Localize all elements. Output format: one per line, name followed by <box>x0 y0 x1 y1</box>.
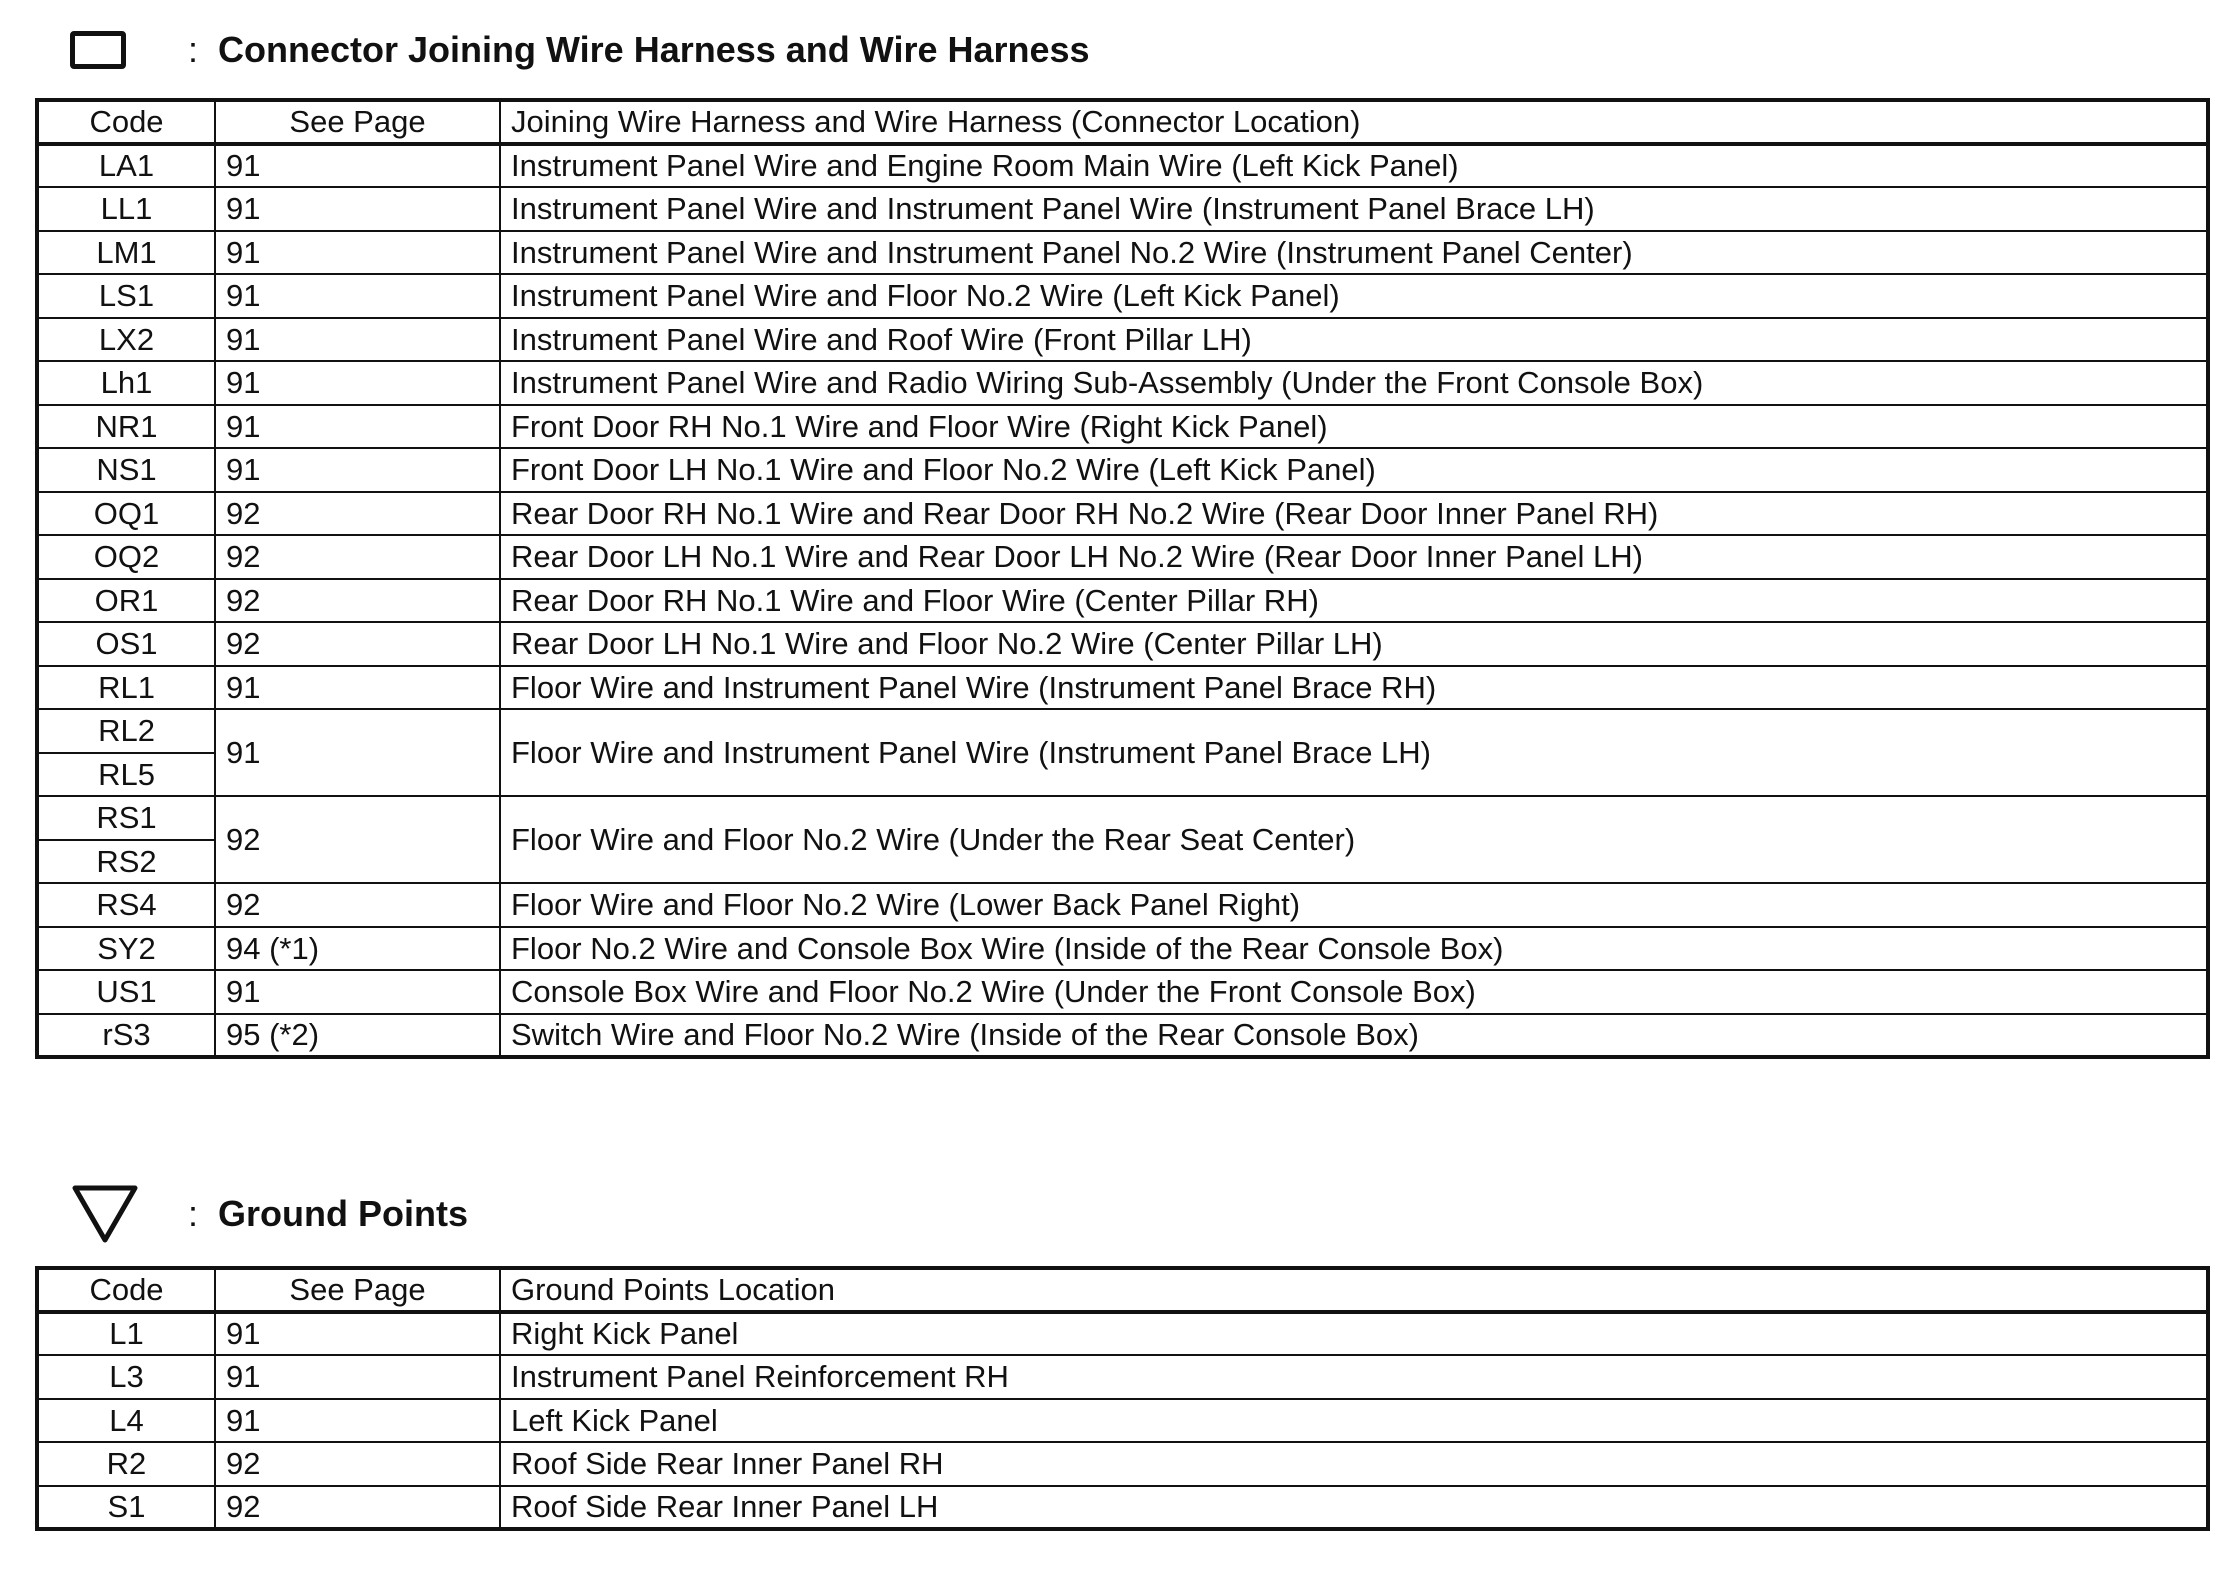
header-location: Joining Wire Harness and Wire Harness (Connector Location) <box>500 100 2208 144</box>
table-row <box>37 883 2208 927</box>
row-code: SY2 <box>37 927 215 971</box>
row-location: Rear Door RH No.1 Wire and Floor Wire (Center Pillar RH) <box>500 579 2208 623</box>
table-row <box>37 1312 2208 1356</box>
row-see-page: 92 <box>215 1442 500 1486</box>
table-row <box>37 666 2208 710</box>
row-see-page: 91 <box>215 144 500 188</box>
ground-section-heading <box>70 1184 468 1244</box>
row-location: Left Kick Panel <box>500 1399 2208 1443</box>
row-location: Right Kick Panel <box>500 1312 2208 1356</box>
row-location: Instrument Panel Wire and Roof Wire (Front Pillar LH) <box>500 318 2208 362</box>
row-location: Roof Side Rear Inner Panel LH <box>500 1486 2208 1530</box>
row-location: Rear Door LH No.1 Wire and Rear Door LH No.2 Wire (Rear Door Inner Panel LH) <box>500 535 2208 579</box>
row-code: OQ2 <box>37 535 215 579</box>
row-code: LA1 <box>37 144 215 188</box>
table-row <box>37 361 2208 405</box>
table-row <box>37 448 2208 492</box>
table-row <box>37 535 2208 579</box>
row-location: Console Box Wire and Floor No.2 Wire (Under the Front Console Box) <box>500 970 2208 1014</box>
row-see-page: 91 <box>215 709 500 796</box>
row-see-page: 95 (*2) <box>215 1014 500 1058</box>
heading-colon: : <box>188 29 199 70</box>
row-code: RS1 <box>37 796 215 840</box>
table-row <box>37 579 2208 623</box>
row-see-page: 91 <box>215 666 500 710</box>
row-see-page: 92 <box>215 1486 500 1530</box>
rectangle-icon <box>70 31 126 69</box>
row-code: L1 <box>37 1312 215 1356</box>
header-location: Ground Points Location <box>500 1268 2208 1312</box>
connector-table-body <box>37 100 2208 1057</box>
row-code: LM1 <box>37 231 215 275</box>
row-code: LX2 <box>37 318 215 362</box>
row-code: OR1 <box>37 579 215 623</box>
row-see-page: 92 <box>215 535 500 579</box>
ground-table <box>35 1266 2210 1531</box>
row-see-page: 92 <box>215 796 500 883</box>
row-see-page: 91 <box>215 1355 500 1399</box>
row-code: RS2 <box>37 840 215 884</box>
ground-section-title: Ground Points <box>218 1193 468 1234</box>
table-row <box>37 318 2208 362</box>
row-see-page: 91 <box>215 1399 500 1443</box>
table-row <box>37 492 2208 536</box>
header-see-page: See Page <box>215 1268 500 1312</box>
row-code: S1 <box>37 1486 215 1530</box>
table-row <box>37 796 2208 840</box>
row-location: Front Door LH No.1 Wire and Floor No.2 Wire (Left Kick Panel) <box>500 448 2208 492</box>
row-location: Switch Wire and Floor No.2 Wire (Inside of the Rear Console Box) <box>500 1014 2208 1058</box>
row-see-page: 91 <box>215 361 500 405</box>
row-location: Rear Door LH No.1 Wire and Floor No.2 Wire (Center Pillar LH) <box>500 622 2208 666</box>
triangle-down-icon <box>70 1183 140 1245</box>
row-location: Rear Door RH No.1 Wire and Rear Door RH No.2 Wire (Rear Door Inner Panel RH) <box>500 492 2208 536</box>
table-row <box>37 1355 2208 1399</box>
row-location: Instrument Panel Wire and Radio Wiring Sub-Assembly (Under the Front Console Box) <box>500 361 2208 405</box>
row-see-page: 91 <box>215 1312 500 1356</box>
heading-colon: : <box>188 1193 199 1234</box>
row-location: Floor Wire and Floor No.2 Wire (Lower Back Panel Right) <box>500 883 2208 927</box>
row-code: Lh1 <box>37 361 215 405</box>
row-code: RL1 <box>37 666 215 710</box>
row-see-page: 92 <box>215 492 500 536</box>
row-location: Floor Wire and Instrument Panel Wire (Instrument Panel Brace LH) <box>500 709 2208 796</box>
table-row <box>37 1399 2208 1443</box>
row-code: R2 <box>37 1442 215 1486</box>
row-code: US1 <box>37 970 215 1014</box>
row-location: Floor Wire and Instrument Panel Wire (Instrument Panel Brace RH) <box>500 666 2208 710</box>
table-row <box>37 1014 2208 1058</box>
table-header-row <box>37 100 2208 144</box>
header-code: Code <box>37 100 215 144</box>
row-code: LS1 <box>37 274 215 318</box>
row-location: Instrument Panel Wire and Instrument Panel Wire (Instrument Panel Brace LH) <box>500 187 2208 231</box>
table-row <box>37 927 2208 971</box>
row-code: rS3 <box>37 1014 215 1058</box>
row-see-page: 91 <box>215 274 500 318</box>
table-row <box>37 622 2208 666</box>
table-row <box>37 231 2208 275</box>
row-location: Instrument Panel Wire and Engine Room Main Wire (Left Kick Panel) <box>500 144 2208 188</box>
row-code: OS1 <box>37 622 215 666</box>
table-row <box>37 187 2208 231</box>
row-code: RL5 <box>37 753 215 797</box>
table-row <box>37 1486 2208 1530</box>
row-code: RS4 <box>37 883 215 927</box>
row-location: Floor No.2 Wire and Console Box Wire (Inside of the Rear Console Box) <box>500 927 2208 971</box>
row-code: RL2 <box>37 709 215 753</box>
row-see-page: 92 <box>215 622 500 666</box>
row-see-page: 91 <box>215 318 500 362</box>
ground-table-body <box>37 1268 2208 1529</box>
row-see-page: 94 (*1) <box>215 927 500 971</box>
table-row <box>37 1442 2208 1486</box>
row-location: Instrument Panel Reinforcement RH <box>500 1355 2208 1399</box>
row-code: L4 <box>37 1399 215 1443</box>
row-see-page: 91 <box>215 448 500 492</box>
row-see-page: 91 <box>215 405 500 449</box>
table-row <box>37 709 2208 753</box>
header-see-page: See Page <box>215 100 500 144</box>
row-code: OQ1 <box>37 492 215 536</box>
row-location: Roof Side Rear Inner Panel RH <box>500 1442 2208 1486</box>
header-code: Code <box>37 1268 215 1312</box>
row-location: Front Door RH No.1 Wire and Floor Wire (Right Kick Panel) <box>500 405 2208 449</box>
connector-section-heading <box>70 20 1090 80</box>
row-code: NS1 <box>37 448 215 492</box>
row-see-page: 91 <box>215 970 500 1014</box>
row-location: Floor Wire and Floor No.2 Wire (Under the Rear Seat Center) <box>500 796 2208 883</box>
row-see-page: 92 <box>215 883 500 927</box>
row-see-page: 91 <box>215 187 500 231</box>
row-code: NR1 <box>37 405 215 449</box>
connector-section-title: Connector Joining Wire Harness and Wire Harness <box>218 29 1090 70</box>
table-row <box>37 405 2208 449</box>
table-header-row <box>37 1268 2208 1312</box>
row-see-page: 92 <box>215 579 500 623</box>
row-code: LL1 <box>37 187 215 231</box>
row-code: L3 <box>37 1355 215 1399</box>
row-see-page: 91 <box>215 231 500 275</box>
connector-table <box>35 98 2210 1059</box>
table-row <box>37 274 2208 318</box>
row-location: Instrument Panel Wire and Instrument Panel No.2 Wire (Instrument Panel Center) <box>500 231 2208 275</box>
table-row <box>37 144 2208 188</box>
table-row <box>37 970 2208 1014</box>
row-location: Instrument Panel Wire and Floor No.2 Wire (Left Kick Panel) <box>500 274 2208 318</box>
